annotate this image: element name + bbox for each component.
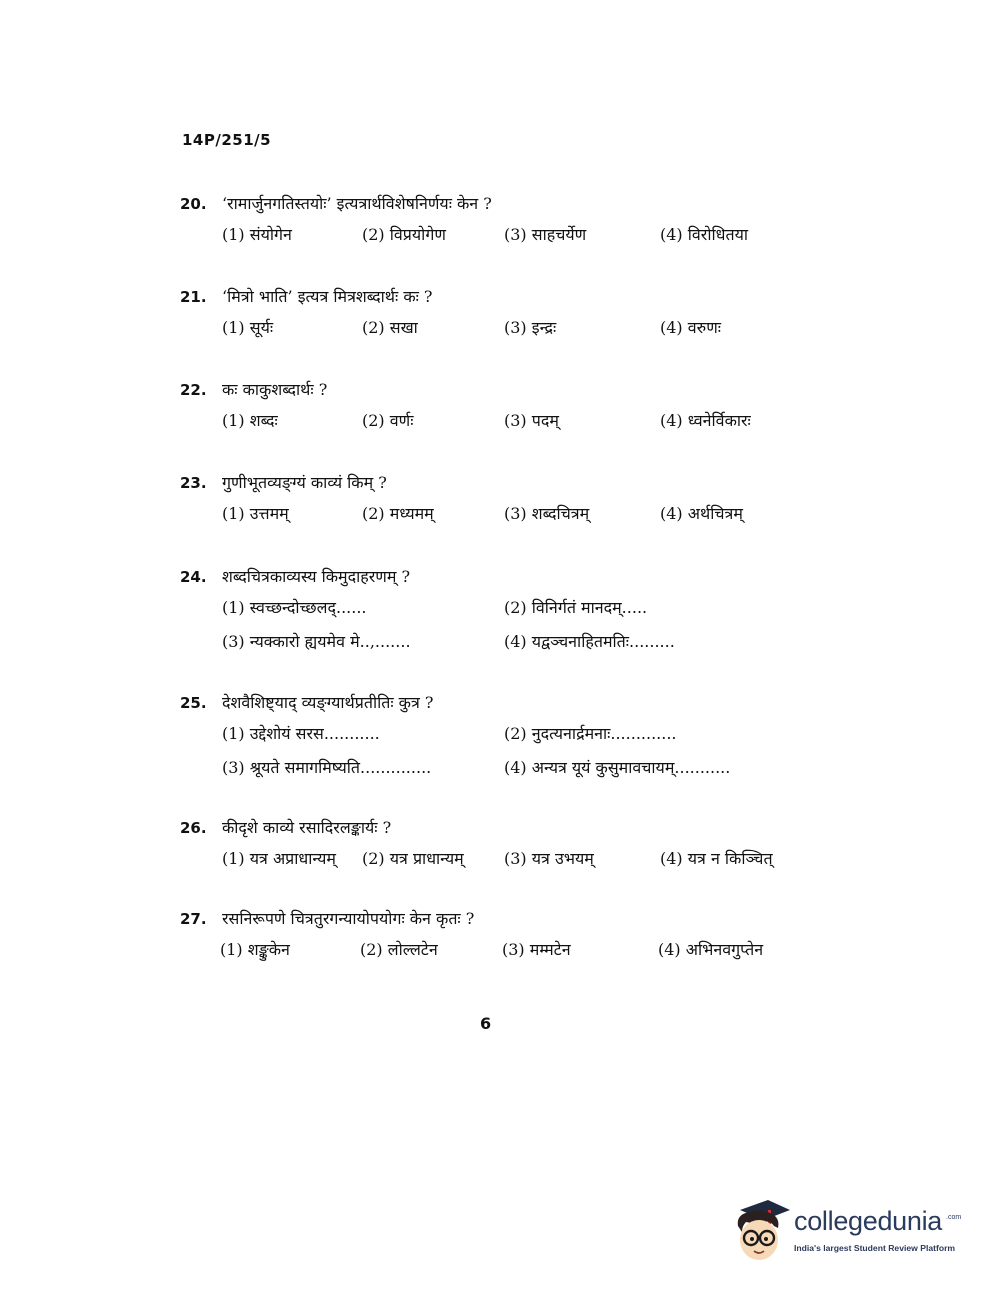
option-2: (2) विनिर्गतं मानदम्..... [504,598,648,617]
question-number: 26. [180,819,207,837]
logo-name: collegedunia [794,1206,943,1236]
page-number: 6 [480,1014,492,1033]
option-4: (4) यद्वञ्चनाहितमतिः......... [504,632,675,651]
option-1: (1) संयोगेन [222,225,292,244]
option-3: (3) पदम् [504,411,559,430]
option-4: (4) अभिनवगुप्तेन [658,940,764,959]
question-text: ‘मित्रो भाति’ इत्यत्र मित्रशब्दार्थः कः ? [222,287,433,306]
question-text: गुणीभूतव्यङ्ग्यं काव्यं किम् ? [222,473,387,492]
question-26 [180,815,820,875]
option-3: (3) इन्द्रः [504,318,557,337]
paper-code: 14P/251/5 [182,131,272,149]
option-2: (2) नुदत्यनार्द्रमनाः............. [504,724,677,743]
option-1: (1) शङ्कुकेन [220,940,290,959]
option-4: (4) विरोधितया [660,225,749,244]
option-3: (3) यत्र उभयम् [504,849,594,868]
question-24 [180,564,820,658]
option-1: (1) स्वच्छन्दोच्छलद्...... [222,598,367,617]
option-4: (4) ध्वनेर्विकारः [660,411,751,430]
option-3: (3) न्यक्कारो ह्ययमेव मे..,....... [222,632,411,651]
option-2: (2) विप्रयोगेण [362,225,446,244]
question-25 [180,690,820,784]
question-20 [180,191,820,251]
question-27 [180,906,820,966]
question-number: 23. [180,474,207,492]
option-4: (4) वरुणः [660,318,722,337]
option-1: (1) शब्दः [222,411,278,430]
option-3: (3) श्रूयते समागमिष्यति.............. [222,758,432,777]
option-1: (1) यत्र अप्राधान्यम् [222,849,336,868]
option-2: (2) लोल्लटेन [360,940,438,959]
question-text: कः काकुशब्दार्थः ? [222,380,328,399]
question-text: रसनिरूपणे चित्रतुरगन्यायोपयोगः केन कृतः ? [222,909,475,928]
option-4: (4) अर्थचित्रम् [660,504,743,523]
question-text: कीदृशे काव्ये रसादिरलङ्कार्यः ? [222,818,392,837]
option-1: (1) उद्देशोयं सरस........... [222,724,380,743]
option-3: (3) शब्दचित्रम् [504,504,590,523]
question-number: 24. [180,568,207,586]
option-1: (1) सूर्यः [222,318,274,337]
question-text: देशवैशिष्ट्याद् व्यङ्ग्यार्थप्रतीतिः कुत्र ? [222,693,434,712]
option-2: (2) मध्यमम् [362,504,434,523]
option-3: (3) साहचर्येण [504,225,587,244]
question-23 [180,470,820,530]
question-number: 21. [180,288,207,306]
question-number: 27. [180,910,207,928]
question-number: 22. [180,381,207,399]
question-22 [180,377,820,437]
logo-tagline: India's largest Student Review Platform [794,1243,956,1253]
option-2: (2) सखा [362,318,418,337]
option-2: (2) वर्णः [362,411,414,430]
logo-suffix: .com [946,1214,962,1221]
collegedunia-logo [732,1196,964,1268]
option-4: (4) अन्यत्र यूयं कुसुमावचायम्........... [504,758,731,777]
question-number: 20. [180,195,207,213]
question-21 [180,284,820,344]
option-2: (2) यत्र प्राधान्यम् [362,849,464,868]
option-1: (1) उत्तमम् [222,504,289,523]
question-text: शब्दचित्रकाव्यस्य किमुदाहरणम् ? [222,567,411,586]
option-4: (4) यत्र न किञ्चित् [660,849,773,868]
option-3: (3) मम्मटेन [502,940,571,959]
question-text: ‘रामार्जुनगतिस्तयोः’ इत्यत्रार्थविशेषनिर्णयः केन ? [222,194,492,213]
mascot-icon [732,1196,792,1268]
question-number: 25. [180,694,207,712]
